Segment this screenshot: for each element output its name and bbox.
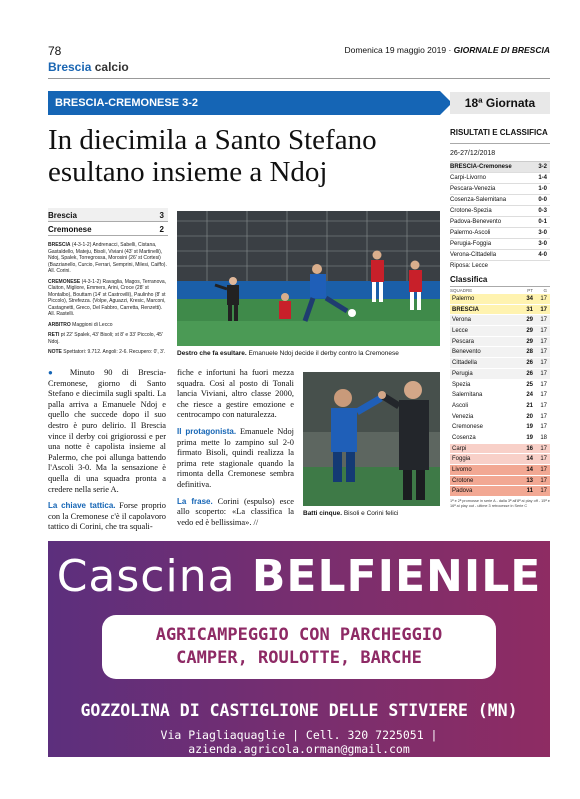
ad-services-box [102, 615, 496, 679]
ad-brand [48, 551, 550, 602]
standings-g: 18 [540, 434, 547, 441]
lineup-cremonese-text: (4-3-1-2) Ravaglia, Magos, Terranova, Claiton, Migliore, Emmers, Arini, Croce (28' st Montalbo), Bouttam (14' st Castrovilli), Paulinho (8' st Piccolo), Strefezza. (Volpe, Aguazzi, Kresic, Marconi, Castagnetti, Greco, Del Fabbro, Carretta, Renzetti). All. Rastelli. [48, 278, 167, 317]
standings-team: Benevento [452, 349, 481, 356]
page-header [48, 44, 550, 58]
standings-row [450, 454, 550, 465]
section-city: Brescia [48, 60, 92, 74]
subhead-protagonista: Il protagonista. [177, 426, 237, 436]
headline-line-1: In diecimila a Santo Stefano [48, 124, 377, 156]
standings-pt: 20 [526, 413, 533, 420]
headline-line-2: esultano insieme a Ndoj [48, 156, 328, 188]
standings-team: Carpi [452, 445, 467, 452]
standings-row [450, 412, 550, 423]
standings-col-squadre: SQUADRE [450, 288, 473, 293]
standings-pt: 29 [526, 338, 533, 345]
standings-pt: 29 [526, 317, 533, 324]
standings-pt: 28 [526, 349, 533, 356]
arbitro [48, 322, 168, 329]
standings-row [450, 401, 550, 412]
standings-g: 17 [540, 328, 547, 335]
photo-goal-image [177, 211, 440, 346]
standings-g: 17 [540, 381, 547, 388]
standings-team: BRESCIA [452, 306, 480, 313]
standings-row [450, 294, 550, 305]
standings-team: Venezia [452, 413, 474, 420]
standings-g: 17 [540, 424, 547, 431]
reti [48, 332, 168, 345]
ad-location: GOZZOLINA DI CASTIGLIONE DELLE STIVIERE (MN) [80, 701, 518, 720]
standings-g: 17 [540, 477, 547, 484]
reti-label: RETI [48, 332, 60, 338]
result-row [450, 228, 550, 239]
result-match: Padova-Benevento [450, 219, 502, 225]
arbitro-text: Maggioni di Lecco [72, 321, 113, 328]
ad-services-line-1: AGRICAMPEGGIO CON PARCHEGGIO [155, 625, 443, 645]
note-text: Spettatori: 9.712. Angoli: 2-6. Recupero: 0', 3'. [63, 349, 166, 355]
standings-row [450, 390, 550, 401]
standings-team: Crotone [452, 477, 474, 484]
standings-team: Ascoli [452, 402, 469, 409]
result-row [450, 173, 550, 184]
standings-row [450, 444, 550, 455]
result-row [450, 162, 550, 173]
standings-pt: 14 [526, 456, 533, 463]
standings-g: 17 [540, 402, 547, 409]
lineup-brescia-label: BRESCIA [48, 242, 71, 248]
standings-pt: 29 [526, 328, 533, 335]
classifica-title: Classifica [450, 275, 550, 287]
result-score: 0-1 [538, 219, 547, 225]
subhead-frase: La frase. [177, 496, 213, 506]
result-row [450, 217, 550, 228]
sidebar-title: RISULTATI E CLASSIFICA [450, 124, 550, 144]
lineups-box [48, 242, 168, 360]
match-banner [48, 91, 440, 115]
result-match: Pescara-Venezia [450, 186, 496, 192]
result-score: 3-0 [538, 241, 547, 247]
result-score: 3-2 [538, 164, 547, 170]
photo-celebration-image [303, 372, 440, 506]
standings-team: Pescara [452, 338, 475, 345]
home-goals: 3 [159, 211, 164, 220]
standings-col-pt: PT [527, 288, 533, 293]
result-match: Verona-Cittadella [450, 252, 497, 258]
standings-pt: 34 [526, 296, 533, 302]
dateline [344, 45, 550, 55]
article-headline [48, 124, 438, 188]
standings-pt: 26 [526, 370, 533, 377]
result-match: Palermo-Ascoli [450, 230, 491, 236]
standings-row [450, 380, 550, 391]
photo-goal-caption-bold: Destro che fa esultare. [177, 350, 247, 357]
result-row [450, 195, 550, 206]
newspaper-name: GIORNALE DI BRESCIA [453, 45, 550, 55]
standings-team: Salernitana [452, 392, 483, 399]
standings-team: Padova [452, 488, 473, 495]
standings-pt: 19 [526, 434, 533, 441]
result-row [450, 239, 550, 250]
standings-row [450, 337, 550, 348]
lineup-cremonese-label: CREMONESE [48, 278, 81, 285]
result-score: 0-0 [538, 197, 547, 203]
note-label: NOTE [48, 349, 62, 355]
header-divider [48, 78, 550, 79]
arbitro-label: ARBITRO [48, 321, 71, 328]
reti-text: pt 22' Spalek, 43' Bisoli; st 8' e 33' Piccolo, 45' Ndoj. [48, 332, 163, 345]
photo-goal [177, 211, 440, 346]
standings-g: 17 [540, 360, 547, 367]
photo-celebration [303, 372, 440, 506]
photo-goal-caption-text: Emanuele Ndoj decide il derby contro la Cremonese [248, 350, 399, 357]
score-box [48, 208, 168, 236]
standings-g: 17 [540, 338, 547, 345]
photo-celebration-caption-text: Bisoli e Corini felici [343, 510, 399, 517]
dateline-separator: · [448, 45, 452, 55]
sidebar-date: 26-27/12/2018 [450, 144, 550, 162]
article-column-1 [48, 368, 166, 539]
standings-team: Palermo [452, 296, 475, 302]
result-match: Crotone-Spezia [450, 208, 492, 214]
standings-g: 17 [540, 306, 547, 313]
standings-team: Cremonese [452, 424, 484, 431]
away-goals: 2 [159, 225, 164, 234]
lineup-brescia [48, 242, 168, 275]
result-row [450, 250, 550, 261]
standings-team: Perugia [452, 370, 473, 377]
standings-row [450, 315, 550, 326]
result-match: Cosenza-Salernitana [450, 197, 507, 203]
standings-pt: 26 [526, 360, 533, 367]
ad-brand-belfienile: BELFIENILE [251, 551, 542, 602]
ad-brand-cascina: Cascina [56, 551, 236, 602]
page-number: 78 [48, 44, 62, 58]
standings-header [450, 287, 550, 294]
standings-pt: 11 [526, 488, 533, 495]
match-banner-title: BRESCIA-CREMONESE 3-2 [55, 97, 199, 109]
article-paragraph-1-text: Minuto 90 di Brescia-Cremonese, giorno di Santo Stefano e diecimila sugli spalti. La palla arriva a Emanuele Ndoj e quello che succede dopo il suo destro è puro delirio. Il Brescia vince il derby coi grigiorossi e per una notte è capolista insieme al Palermo, che poi allunga battendo l'Ascoli 3-0. Ma la sensazione è quella di una squadra pronta a credere nella serie A. [48, 368, 166, 494]
result-score: 3-0 [538, 230, 547, 236]
standings-row [450, 433, 550, 444]
standings-g: 17 [540, 413, 547, 420]
score-row-away [48, 222, 168, 236]
standings-g: 17 [540, 488, 547, 495]
photo-goal-caption [177, 350, 440, 357]
article-paragraph-2-text: Forse proprio con la Cremonese c'è il capolavoro tattico di Corini, che tra squali- [48, 501, 166, 532]
result-score: 1-4 [538, 175, 547, 181]
article-paragraph-4-text: Emanuele Ndoj prima mette lo zampino sul 2-0 firmato Bisoli, quindi realizza la prima rete stagionale quando la rimonta della Cremonese sembra definitiva. [177, 426, 295, 489]
standings-note: 1ª e 2ª promosse in serie A - dalla 3ª all'8ª ai play off - 15ª e 16ª ai play out - ultime 3 retrocesse in Serie C [450, 499, 550, 509]
article-column-2 [177, 368, 294, 534]
standings-row [450, 305, 550, 316]
article-paragraph-1 [48, 368, 166, 495]
riposa: Riposa: Lecce [450, 263, 489, 269]
result-row [450, 206, 550, 217]
standings-team: Spezia [452, 381, 471, 388]
standings-row [450, 476, 550, 487]
advertisement [48, 541, 550, 757]
standings-team: Foggia [452, 456, 471, 463]
standings-row [450, 465, 550, 476]
lineup-brescia-text: (4-3-1-2) Andrenacci, Sabelli, Cistana, Gastaldello, Mateju, Bisoli, Viviani (43' st Martinelli), Ndoj, Spalek, Torregrossa, Morosini (26' st Cortesi) (Bazzianello, Curcio, Ferrari, Semprini, Milesi, Caiffo). All. Corini. [48, 242, 167, 274]
article-paragraph-5-text: Corini (espulso) esce allo scoperto: «La classifica la vedo ed è bellissima». // [177, 496, 295, 527]
standings-pt: 24 [526, 392, 533, 399]
home-team: Brescia [48, 211, 77, 220]
result-score: 4-0 [538, 252, 547, 258]
standings-row [450, 358, 550, 369]
score-row-home [48, 208, 168, 222]
standings-g: 17 [540, 317, 547, 324]
standings-g: 17 [540, 392, 547, 399]
results-sidebar [450, 124, 550, 509]
standings-pt: 14 [526, 467, 533, 473]
away-team: Cremonese [48, 225, 92, 234]
result-match: BRESCIA-Cremonese [450, 164, 512, 170]
standings-team: Livorno [452, 467, 472, 473]
note [48, 349, 168, 356]
issue-date: Domenica 19 maggio 2019 [344, 45, 447, 55]
bullet-icon: ● [48, 368, 61, 377]
standings-team: Verona [452, 317, 472, 324]
giornata-label: 18ª Giornata [450, 92, 550, 114]
standings-g: 17 [540, 456, 547, 463]
ad-services-line-2: CAMPER, ROULOTTE, BARCHE [176, 648, 422, 668]
result-score: 0-3 [538, 208, 547, 214]
standings-row [450, 347, 550, 358]
standings-table [450, 294, 550, 497]
standings-g: 17 [540, 445, 547, 452]
standings-team: Lecce [452, 328, 469, 335]
standings-g: 17 [540, 467, 547, 473]
standings-row [450, 486, 550, 497]
subhead-chiave-tattica: La chiave tattica. [48, 501, 116, 511]
standings-pt: 25 [526, 381, 533, 388]
standings-pt: 21 [526, 402, 533, 409]
photo-celebration-caption-bold: Batti cinque. [303, 510, 343, 517]
standings-team: Cosenza [452, 434, 476, 441]
section-topic: calcio [94, 60, 129, 74]
result-match: Perugia-Foggia [450, 241, 492, 247]
results-list [450, 162, 550, 271]
section-title [48, 60, 129, 74]
article-paragraph-3: fiche e infortuni ha fuori mezza squadra. Così al posto di Tonali lancia Viviani, altro classe 2000, che riesce a gestire emozione e centrocampo con naturalezza. [177, 368, 294, 420]
standings-row [450, 326, 550, 337]
lineup-cremonese [48, 279, 168, 318]
standings-pt: 16 [526, 445, 533, 452]
standings-row [450, 369, 550, 380]
result-row [450, 184, 550, 195]
photo-celebration-caption [303, 510, 440, 517]
result-score: 1-0 [538, 186, 547, 192]
ad-contact: Via Piagliaquaglie | Cell. 320 7225051 | azienda.agricola.orman@gmail.com [160, 728, 438, 756]
standings-g: 17 [540, 370, 547, 377]
standings-g: 17 [540, 296, 547, 302]
result-match: Carpi-Livorno [450, 175, 487, 181]
standings-g: 17 [540, 349, 547, 356]
standings-row [450, 422, 550, 433]
standings-col-g: G [543, 288, 547, 293]
standings-team: Cittadella [452, 360, 478, 367]
standings-pt: 13 [526, 477, 533, 484]
standings-pt: 19 [526, 424, 533, 431]
standings-pt: 31 [526, 306, 533, 313]
